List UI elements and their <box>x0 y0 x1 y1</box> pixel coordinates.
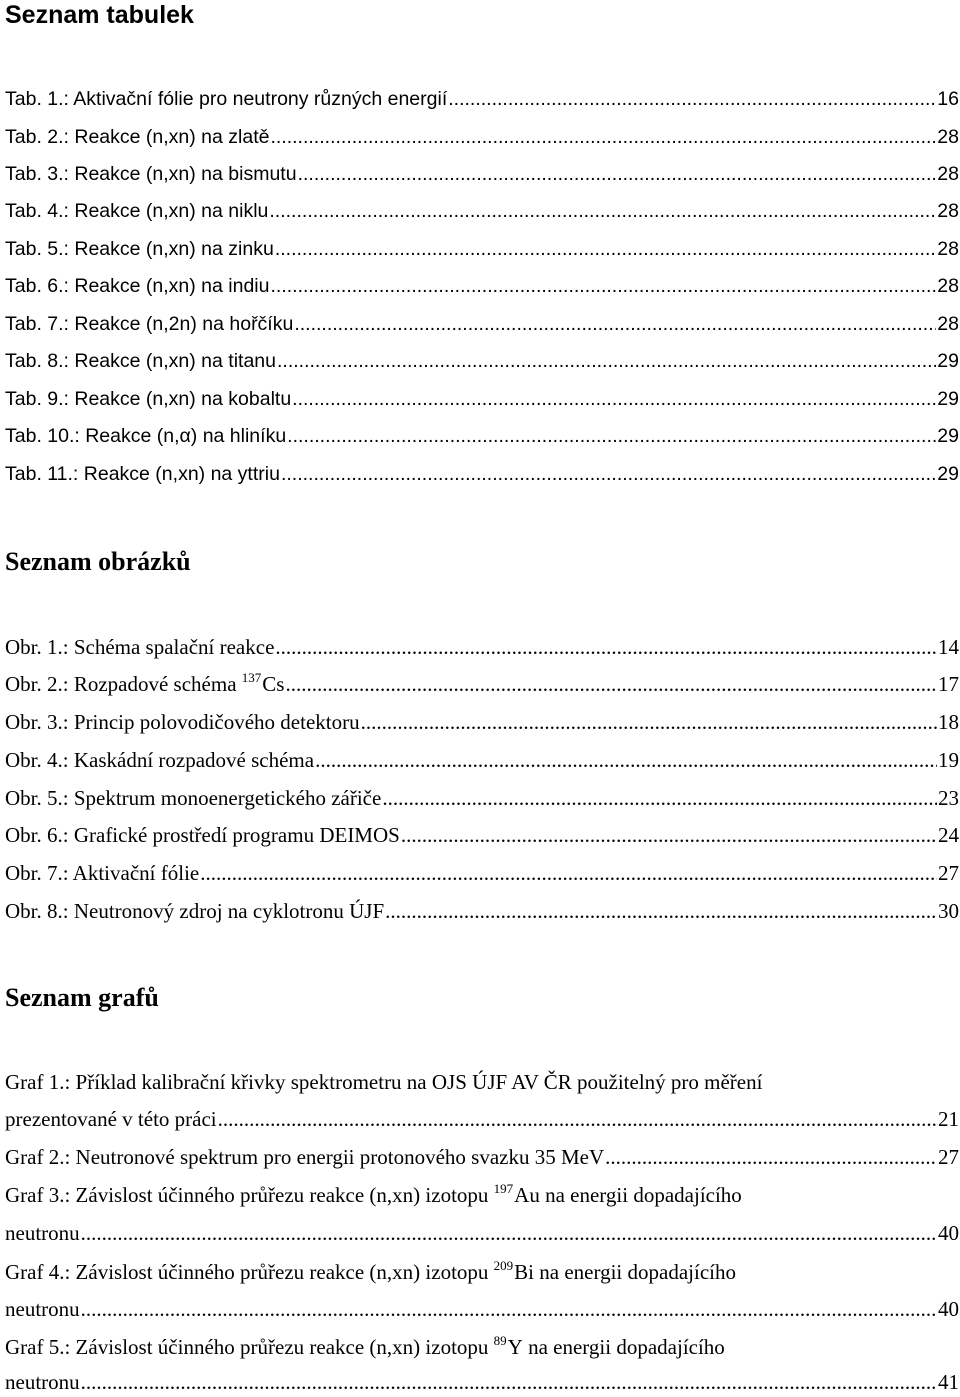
toc-entry-page: 24 <box>938 823 959 847</box>
toc-entry-label: Obr. 1.: Schéma spalační reakce <box>5 635 275 659</box>
dot-leader <box>270 122 936 152</box>
dot-leader <box>218 1104 937 1134</box>
toc-entry-page: 29 <box>937 388 959 410</box>
toc-entry[interactable] <box>5 896 959 926</box>
toc-entry-page: 29 <box>937 425 959 447</box>
toc-entry-first-line <box>5 1332 725 1362</box>
toc-entry[interactable] <box>5 1104 959 1134</box>
dot-leader <box>382 783 937 813</box>
dot-leader <box>287 421 936 451</box>
toc-entry[interactable] <box>5 745 959 775</box>
toc-entry-label: Obr. 8.: Neutronový zdroj na cyklotronu ÚJF <box>5 899 385 923</box>
dot-leader <box>269 196 936 226</box>
toc-entry-page: 23 <box>938 786 959 810</box>
toc-entry[interactable] <box>5 234 959 264</box>
toc-entry-page: 28 <box>937 238 959 260</box>
toc-entry-page: 29 <box>937 463 959 485</box>
dot-leader <box>401 820 937 850</box>
toc-entry[interactable] <box>5 159 959 189</box>
toc-entry[interactable] <box>5 309 959 339</box>
toc-entry-page: 40 <box>938 1297 959 1321</box>
dot-leader <box>294 309 936 339</box>
dot-leader <box>81 1367 937 1397</box>
toc-entry-label-text: na energii dopadajícího <box>539 1260 736 1284</box>
toc-entry[interactable] <box>5 84 959 114</box>
toc-entry[interactable] <box>5 459 959 489</box>
toc-entry-page: 27 <box>938 1145 959 1169</box>
toc-entry-label: prezentované v této práci <box>5 1107 217 1131</box>
toc-entry-page: 17 <box>938 672 959 696</box>
dot-leader <box>361 707 937 737</box>
toc-entry-page: 28 <box>937 126 959 148</box>
toc-entry[interactable] <box>5 669 959 699</box>
toc-entry-label-text: Graf 5.: Závislost účinného průřezu reakce (n,xn) izotopu <box>5 1335 489 1359</box>
toc-entry-label: neutronu <box>5 1370 80 1394</box>
dot-leader <box>81 1218 937 1248</box>
toc-entry[interactable] <box>5 707 959 737</box>
toc-entry-label: Obr. 5.: Spektrum monoenergetického zářiče <box>5 786 382 810</box>
toc-entry-page: 28 <box>937 200 959 222</box>
toc-entry-label: Tab. 7.: Reakce (n,2n) na hořčíku <box>5 313 294 335</box>
section-title-figures: Seznam obrázků <box>5 547 191 576</box>
section-title-graphs: Seznam grafů <box>5 983 159 1012</box>
toc-entry-page: 40 <box>938 1221 959 1245</box>
toc-entry[interactable] <box>5 271 959 301</box>
toc-entry-first-line <box>5 1257 736 1287</box>
toc-entry-label: Obr. 6.: Grafické prostředí programu DEIMOS <box>5 823 400 847</box>
toc-entry-page: 14 <box>938 635 959 659</box>
dot-leader <box>275 632 937 662</box>
toc-entry-label: Obr. 3.: Princip polovodičového detektoru <box>5 710 360 734</box>
toc-entry-label: Tab. 1.: Aktivační fólie pro neutrony různých energií <box>5 88 448 110</box>
toc-entry-page: 18 <box>938 710 959 734</box>
toc-entry-page: 19 <box>938 748 959 772</box>
toc-entry[interactable] <box>5 783 959 813</box>
toc-entry-page: 41 <box>938 1370 959 1394</box>
toc-entry-label-text: na energii dopadajícího <box>545 1183 742 1207</box>
dot-leader <box>448 84 936 114</box>
dot-leader <box>81 1294 937 1324</box>
toc-entry-label: Tab. 9.: Reakce (n,xn) na kobaltu <box>5 388 292 410</box>
toc-entry-label: Tab. 8.: Reakce (n,xn) na titanu <box>5 350 276 372</box>
isotope-element: Cs <box>262 672 285 696</box>
toc-entry[interactable] <box>5 820 959 850</box>
toc-entry-label-text: na energii dopadajícího <box>528 1335 725 1359</box>
toc-entry[interactable] <box>5 346 959 376</box>
toc-entry-label: Tab. 4.: Reakce (n,xn) na niklu <box>5 200 269 222</box>
toc-entry-label: Graf 2.: Neutronové spektrum pro energii protonového svazku 35 MeV <box>5 1145 605 1169</box>
dot-leader <box>200 858 937 888</box>
dot-leader <box>385 896 937 926</box>
toc-entry-label: Obr. 7.: Aktivační fólie <box>5 861 200 885</box>
toc-entry-label <box>5 669 284 699</box>
toc-entry-page: 29 <box>937 350 959 372</box>
isotope-element: Y <box>507 1335 523 1359</box>
toc-entry-label: Tab. 10.: Reakce (n,α) na hliníku <box>5 425 287 447</box>
toc-entry-first-line <box>5 1180 742 1210</box>
dot-leader <box>605 1142 937 1172</box>
isotope-mass-number: 137 <box>241 670 262 685</box>
section-title-tables: Seznam tabulek <box>5 1 194 29</box>
isotope-mass-number: 209 <box>493 1258 514 1273</box>
toc-entry[interactable] <box>5 1218 959 1248</box>
isotope-mass-number: 197 <box>493 1181 514 1196</box>
toc-entry-page: 27 <box>938 861 959 885</box>
toc-entry-label-text: Graf 3.: Závislost účinného průřezu reakce (n,xn) izotopu <box>5 1183 489 1207</box>
toc-entry-label: Tab. 5.: Reakce (n,xn) na zinku <box>5 238 274 260</box>
dot-leader <box>275 234 936 264</box>
dot-leader <box>315 745 937 775</box>
toc-entry-page: 16 <box>937 88 959 110</box>
dot-leader <box>281 459 936 489</box>
toc-entry[interactable] <box>5 1367 959 1397</box>
toc-entry-page: 28 <box>937 163 959 185</box>
dot-leader <box>285 669 937 699</box>
toc-entry-page: 21 <box>938 1107 959 1131</box>
dot-leader <box>292 384 936 414</box>
toc-entry[interactable] <box>5 421 959 451</box>
isotope-mass-number: 89 <box>493 1333 507 1348</box>
toc-entry-page: 28 <box>937 275 959 297</box>
toc-entry[interactable] <box>5 384 959 414</box>
toc-entry[interactable] <box>5 858 959 888</box>
toc-entry-label: neutronu <box>5 1297 80 1321</box>
toc-entry[interactable] <box>5 122 959 152</box>
dot-leader <box>270 271 936 301</box>
toc-entry-label: Tab. 11.: Reakce (n,xn) na yttriu <box>5 463 280 485</box>
isotope-element: Au <box>514 1183 540 1207</box>
toc-entry-first-line: Graf 1.: Příklad kalibrační křivky spektrometru na OJS ÚJF AV ČR použitelný pro měření <box>5 1070 763 1094</box>
toc-entry-label: Obr. 4.: Kaskádní rozpadové schéma <box>5 748 315 772</box>
toc-entry-label: Tab. 6.: Reakce (n,xn) na indiu <box>5 275 270 297</box>
toc-entry-label-text: Obr. 2.: Rozpadové schéma <box>5 672 237 696</box>
toc-entry-label-text: Graf 4.: Závislost účinného průřezu reakce (n,xn) izotopu <box>5 1260 489 1284</box>
isotope-element: Bi <box>514 1260 535 1284</box>
dot-leader <box>277 346 936 376</box>
toc-entry[interactable] <box>5 196 959 226</box>
toc-entry[interactable] <box>5 632 959 662</box>
toc-entry[interactable] <box>5 1294 959 1324</box>
toc-entry-label: Tab. 3.: Reakce (n,xn) na bismutu <box>5 163 297 185</box>
toc-entry[interactable] <box>5 1142 959 1172</box>
toc-entry-page: 30 <box>938 899 959 923</box>
dot-leader <box>298 159 937 189</box>
toc-entry-label: neutronu <box>5 1221 80 1245</box>
toc-entry-label: Tab. 2.: Reakce (n,xn) na zlatě <box>5 126 270 148</box>
toc-entry-page: 28 <box>937 313 959 335</box>
